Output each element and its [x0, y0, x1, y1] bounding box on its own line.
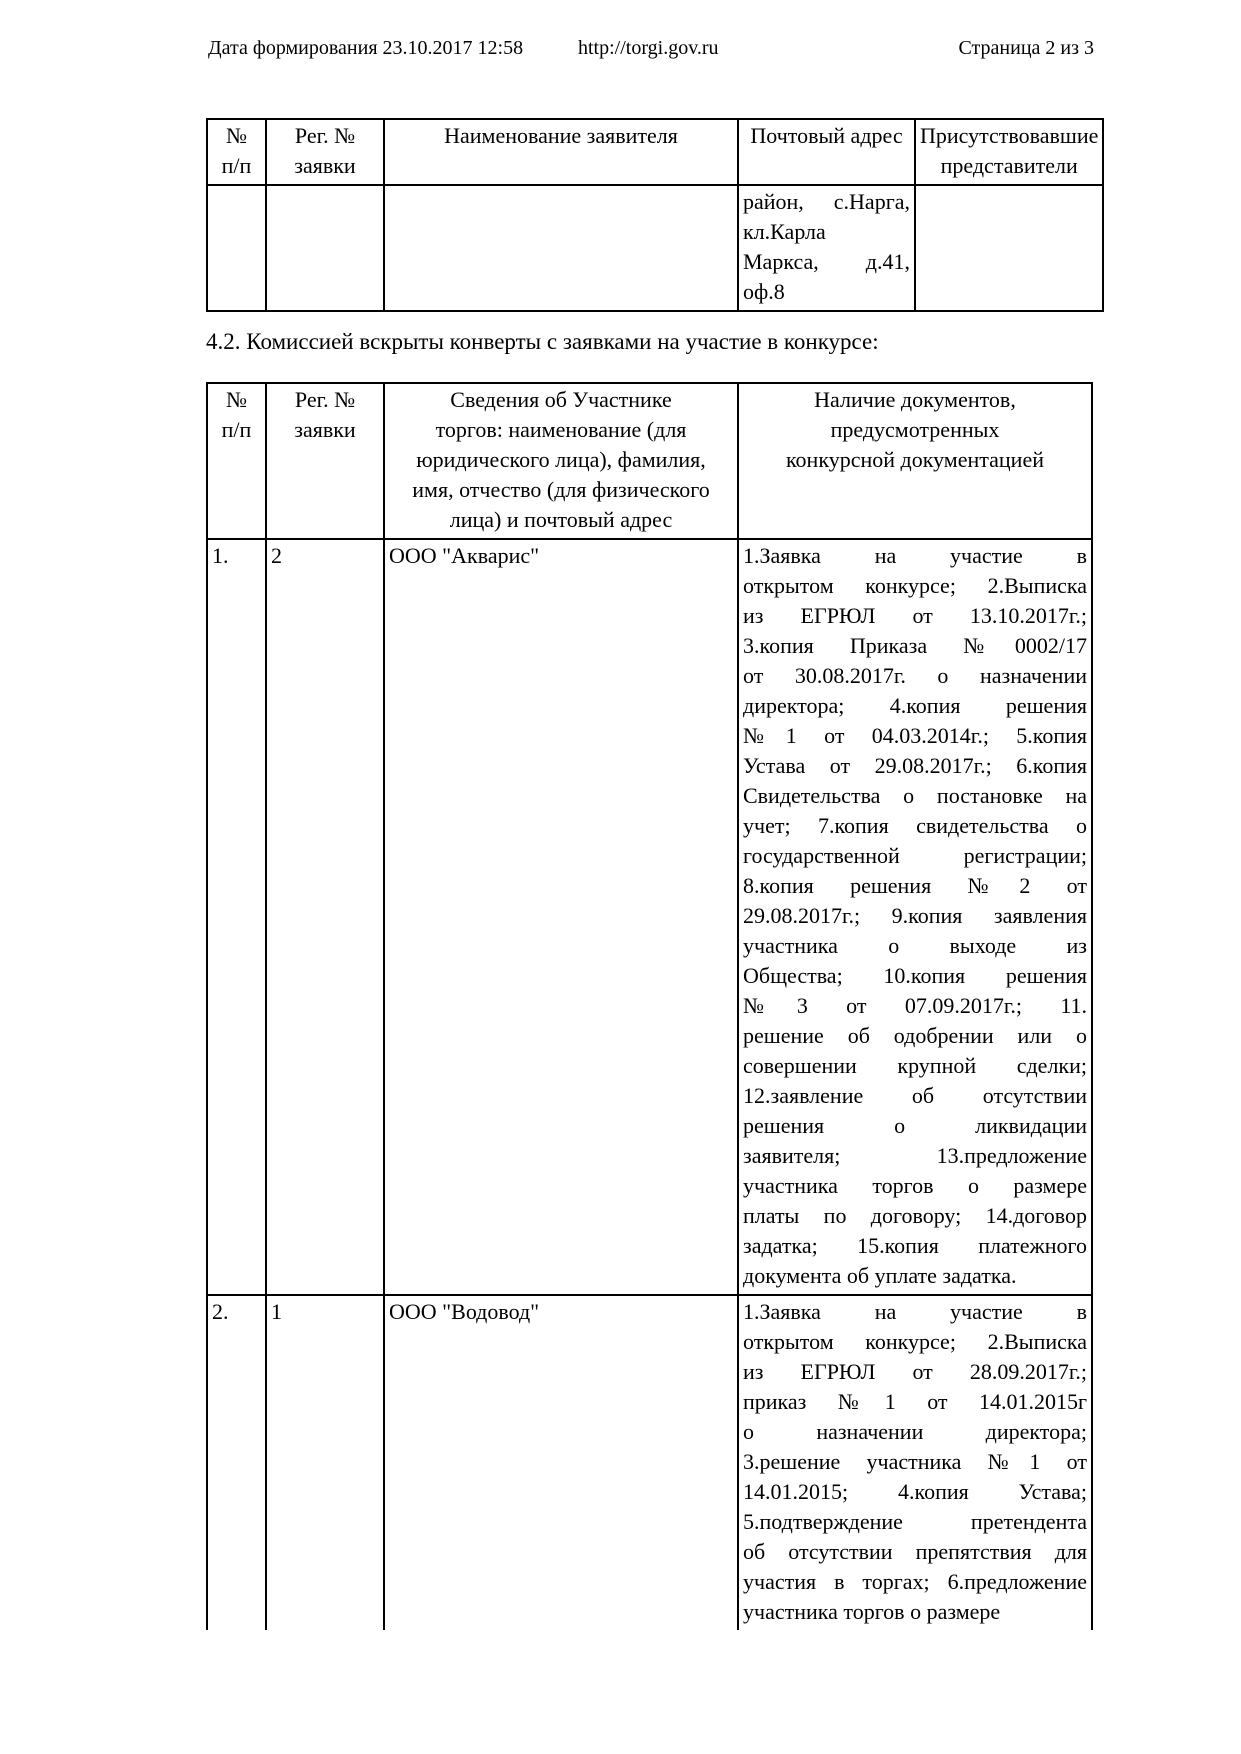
document-line: документа об уплате задатка.	[743, 1263, 1017, 1288]
site-url: http://torgi.gov.ru	[578, 37, 719, 59]
cell-number	[207, 185, 266, 311]
document-line: 1.Заявка на участие в	[743, 543, 1087, 568]
table-header-row	[207, 383, 1092, 539]
cell-reg-number: 2	[266, 539, 384, 1295]
document-line: государственной регистрации;	[743, 843, 1087, 868]
document-line: совершении крупной сделки;	[743, 1053, 1087, 1078]
document-line: Свидетельства о постановке на	[743, 783, 1087, 808]
page-number: Страница 2 из 3	[958, 37, 1094, 59]
table-header-row	[207, 119, 1103, 185]
applicants-table	[206, 118, 1104, 312]
header-applicant-name: Наименование заявителя	[384, 119, 738, 185]
document-line: участника торгов о размере	[743, 1599, 1001, 1624]
opened-envelopes-table	[206, 382, 1093, 1630]
document-line: №3 от 07.09.2017г.; 11.	[743, 993, 1087, 1018]
page-header	[0, 34, 1241, 62]
document-line: учет; 7.копия свидетельства о	[743, 813, 1087, 838]
document-line: из ЕГРЮЛ от 13.10.2017г.;	[743, 603, 1087, 628]
document-line: 29.08.2017г.; 9.копия заявления	[743, 903, 1087, 928]
document-line: открытом конкурсе; 2.Выписка	[743, 573, 1087, 598]
document-line: участия в торгах; 6.предложение	[743, 1569, 1087, 1594]
cell-applicant-name	[384, 185, 738, 311]
document-line: директора; 4.копия решения	[743, 693, 1087, 718]
document-line: 3.копия Приказа №0002/17	[743, 633, 1087, 658]
document-line: задатка; 15.копия платежного	[743, 1233, 1087, 1258]
header-reg-number: Рег. № заявки	[266, 119, 384, 185]
header-number: № п/п	[207, 119, 266, 185]
cell-number: 1.	[207, 539, 266, 1295]
generation-date: Дата формирования 23.10.2017 12:58	[208, 37, 524, 59]
document-line: из ЕГРЮЛ от 28.09.2017г.;	[743, 1359, 1087, 1384]
table-row	[207, 539, 1092, 1295]
document-line: решение об одобрении или о	[743, 1023, 1087, 1048]
document-line: решения о ликвидации	[743, 1113, 1087, 1138]
document-line: открытом конкурсе; 2.Выписка	[743, 1329, 1087, 1354]
cell-number: 2.	[207, 1295, 266, 1630]
document-line: Устава от 29.08.2017г.; 6.копия	[743, 753, 1087, 778]
document-line: от 30.08.2017г. о назначении	[743, 663, 1087, 688]
header-postal-address: Почтовый адрес	[738, 119, 915, 185]
cell-participant: ООО "Акварис"	[384, 539, 738, 1295]
document-line: №1 от 04.03.2014г.; 5.копия	[743, 723, 1087, 748]
document-line: 14.01.2015; 4.копия Устава;	[743, 1479, 1087, 1504]
document-line: о назначении директора;	[743, 1419, 1087, 1444]
cell-documents	[738, 539, 1092, 1295]
cell-reg-number	[266, 185, 384, 311]
table-row	[207, 185, 1103, 311]
header-present-representatives: Присутствовавшие представители	[915, 119, 1103, 185]
document-line: участника торгов о размере	[743, 1173, 1087, 1198]
document-line: 3.решение участника №1 от	[743, 1449, 1087, 1474]
document-line: 1.Заявка на участие в	[743, 1299, 1087, 1324]
document-line: 8.копия решения №2 от	[743, 873, 1087, 898]
table-row	[207, 1295, 1092, 1630]
document-line: 5.подтверждение претендента	[743, 1509, 1087, 1534]
header-reg-number: Рег. № заявки	[266, 383, 384, 539]
cell-postal-address: район, с.Нарга, кл.Карла Маркса, д.41, оф.8	[738, 185, 915, 311]
document-line: приказ №1 от 14.01.2015г	[743, 1389, 1087, 1414]
header-participant-info: Сведения об Участнике торгов: наименование (для юридического лица), фамилия, имя, отчество (для физического лица) и почтовый адрес	[384, 383, 738, 539]
cell-documents	[738, 1295, 1092, 1630]
document-line: 12.заявление об отсутствии	[743, 1083, 1087, 1108]
document-line: платы по договору; 14.договор	[743, 1203, 1087, 1228]
section-heading: 4.2. Комиссией вскрыты конверты с заявками на участие в конкурсе:	[206, 329, 879, 354]
cell-participant: ООО "Водовод"	[384, 1295, 738, 1630]
document-line: Общества; 10.копия решения	[743, 963, 1087, 988]
document-line: участника о выходе из	[743, 933, 1087, 958]
header-documents: Наличие документов, предусмотренных конкурсной документацией	[738, 383, 1092, 539]
cell-present-representatives	[915, 185, 1103, 311]
cell-reg-number: 1	[266, 1295, 384, 1630]
header-number: № п/п	[207, 383, 266, 539]
document-line: заявителя; 13.предложение	[743, 1143, 1087, 1168]
document-line: об отсутствии препятствия для	[743, 1539, 1087, 1564]
